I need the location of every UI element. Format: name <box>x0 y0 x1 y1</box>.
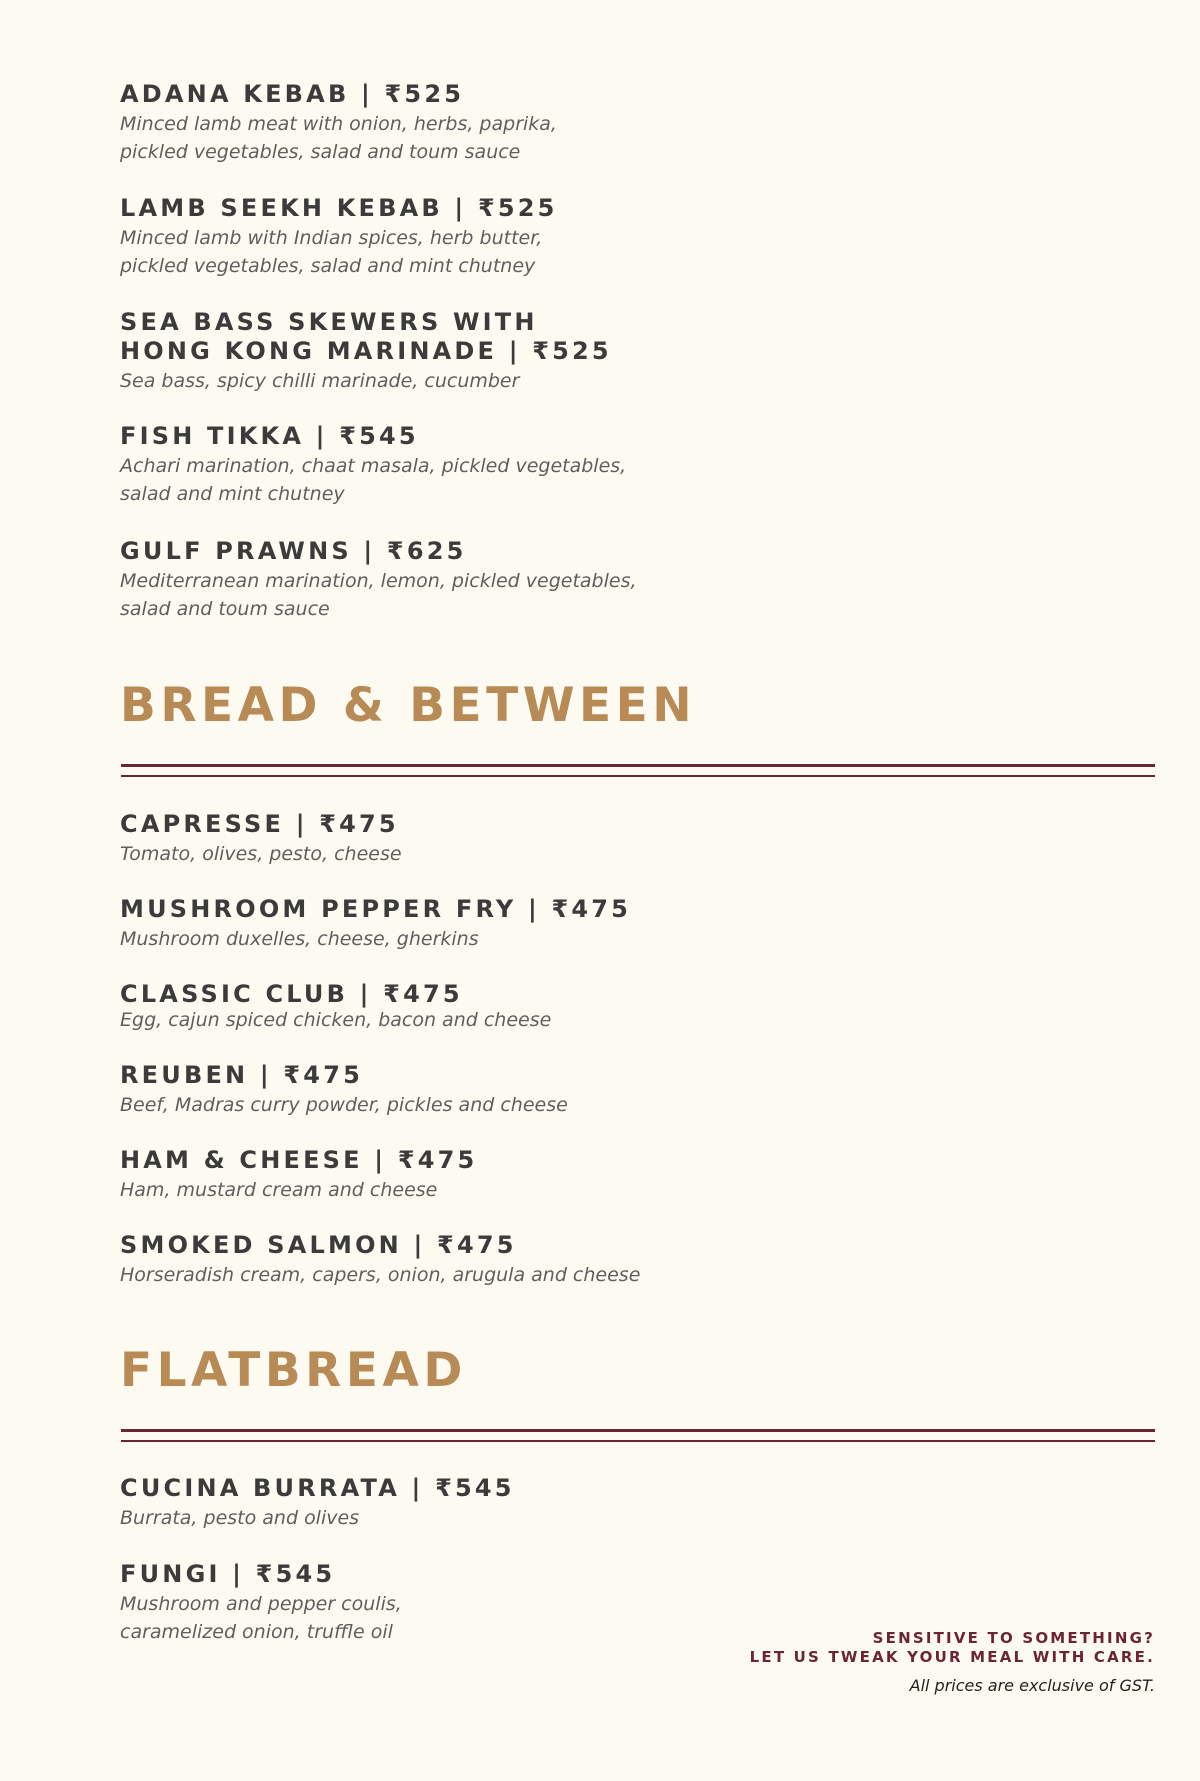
menu-item <box>120 895 1155 953</box>
item-title-line: CAPRESSE | ₹475 <box>120 810 399 838</box>
item-title <box>120 980 1155 1009</box>
item-description <box>120 110 1155 166</box>
item-description <box>120 452 1155 508</box>
item-title-line: ADANA KEBAB | ₹525 <box>120 80 465 108</box>
item-title-line: MUSHROOM PEPPER FRY | ₹475 <box>120 895 632 923</box>
item-title-line: HONG KONG MARINADE | ₹525 <box>120 337 612 365</box>
item-description <box>120 1176 1155 1204</box>
section-divider <box>121 1429 1155 1432</box>
item-description-line: pickled vegetables, salad and toum sauce <box>120 141 521 163</box>
item-description <box>120 1091 1155 1119</box>
allergy-note-line: SENSITIVE TO SOMETHING? <box>872 1629 1155 1647</box>
item-description-line: Minced lamb with Indian spices, herb butter, <box>120 227 543 249</box>
item-description <box>120 840 1155 868</box>
item-description <box>120 925 1155 953</box>
section-divider <box>121 775 1155 777</box>
item-description-line: Sea bass, spicy chilli marinade, cucumber <box>120 370 520 392</box>
menu-item <box>120 1474 1155 1532</box>
item-description-line: Horseradish cream, capers, onion, arugula and cheese <box>120 1264 641 1286</box>
item-description-line: Achari marination, chaat masala, pickled vegetables, <box>120 455 627 477</box>
item-title <box>120 1474 1155 1503</box>
item-description <box>120 1006 1155 1034</box>
item-description-line: Burrata, pesto and olives <box>120 1507 360 1529</box>
section-divider <box>121 1440 1155 1442</box>
menu-item <box>120 810 1155 868</box>
item-description-line: Mediterranean marination, lemon, pickled vegetables, <box>120 570 637 592</box>
menu-item <box>120 422 1155 508</box>
gst-note: All prices are exclusive of GST. <box>909 1676 1155 1695</box>
item-description-line: Tomato, olives, pesto, cheese <box>120 843 402 865</box>
item-description-line: Egg, cajun spiced chicken, bacon and cheese <box>120 1009 552 1031</box>
item-title <box>120 422 1155 451</box>
item-description-line: Mushroom duxelles, cheese, gherkins <box>120 928 479 950</box>
allergy-note-line: LET US TWEAK YOUR MEAL WITH CARE. <box>749 1648 1155 1666</box>
menu-item <box>120 980 1155 1034</box>
item-description-line: Mushroom and pepper coulis, <box>120 1593 402 1615</box>
menu-item <box>120 1231 1155 1289</box>
item-title <box>120 1146 1155 1175</box>
item-title <box>120 80 1155 109</box>
item-title-line: LAMB SEEKH KEBAB | ₹525 <box>120 194 558 222</box>
item-description <box>120 1504 1155 1532</box>
item-title <box>120 895 1155 924</box>
item-title-line: FISH TIKKA | ₹545 <box>120 422 419 450</box>
item-title-line: CLASSIC CLUB | ₹475 <box>120 980 463 1008</box>
item-title <box>120 537 1155 566</box>
item-description-line: salad and toum sauce <box>120 598 330 620</box>
item-description-line: salad and mint chutney <box>120 483 345 505</box>
item-description <box>120 567 1155 623</box>
item-title <box>120 1061 1155 1090</box>
item-title-line: SMOKED SALMON | ₹475 <box>120 1231 517 1259</box>
item-title-line: GULF PRAWNS | ₹625 <box>120 537 467 565</box>
item-title-line: HAM & CHEESE | ₹475 <box>120 1146 478 1174</box>
item-title <box>120 194 1155 223</box>
item-description-line: Ham, mustard cream and cheese <box>120 1179 438 1201</box>
menu-item <box>120 537 1155 623</box>
menu-item <box>120 308 1155 395</box>
item-description-line: caramelized onion, truffle oil <box>120 1621 393 1643</box>
section-divider <box>121 764 1155 767</box>
item-title-line: REUBEN | ₹475 <box>120 1061 364 1089</box>
item-description-line: pickled vegetables, salad and mint chutney <box>120 255 536 277</box>
menu-item <box>120 1146 1155 1204</box>
item-title <box>120 1560 1155 1589</box>
item-title-line: CUCINA BURRATA | ₹545 <box>120 1474 515 1502</box>
item-description-line: Minced lamb meat with onion, herbs, paprika, <box>120 113 557 135</box>
menu-item <box>120 80 1155 166</box>
item-description <box>120 1261 1155 1289</box>
item-title-line: FUNGI | ₹545 <box>120 1560 336 1588</box>
menu-item <box>120 1061 1155 1119</box>
section-heading-flatbread: FLATBREAD <box>120 1343 467 1398</box>
item-title <box>120 308 1155 366</box>
menu-item <box>120 194 1155 280</box>
item-description-line: Beef, Madras curry powder, pickles and cheese <box>120 1094 568 1116</box>
allergy-note <box>750 1629 1155 1667</box>
section-heading-bread: BREAD & BETWEEN <box>120 678 697 733</box>
item-description <box>120 367 1155 395</box>
item-title <box>120 810 1155 839</box>
item-description <box>120 224 1155 280</box>
item-title <box>120 1231 1155 1260</box>
item-title-line: SEA BASS SKEWERS WITH <box>120 308 538 336</box>
